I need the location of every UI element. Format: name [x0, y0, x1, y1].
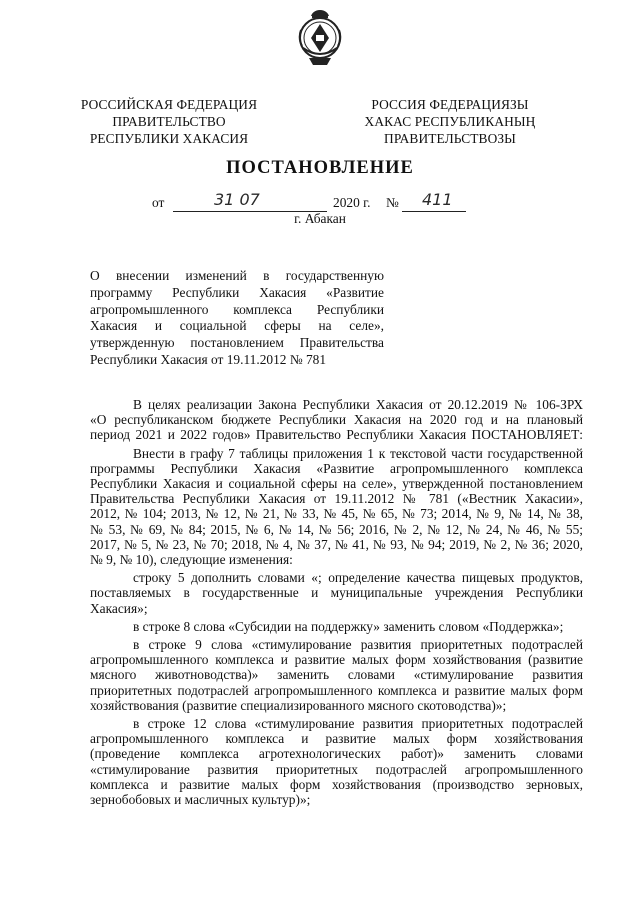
- subject-line: агропромышленного комплекса Республики: [90, 301, 384, 317]
- header-right: [350, 96, 550, 147]
- body-line: агропромышленного комплекса и развитие малых форм хозяйствования: [90, 731, 583, 747]
- body-line: Внести в графу 7 таблицы приложения 1 к текстовой части государственной: [133, 445, 583, 461]
- body-line: Республики Хакасия и социальной сферы на селе», утвержденной постановлением: [90, 476, 583, 492]
- header-right-line: ХАКАС РЕСПУБЛИКАНЫҢ: [364, 114, 536, 129]
- body-line: поставляемых в государственные и муниципальные учреждения Республики: [90, 585, 583, 601]
- header-left-line: РЕСПУБЛИКИ ХАКАСИЯ: [89, 131, 249, 146]
- year-label: 2020 г.: [333, 195, 371, 210]
- header-left: [70, 96, 268, 147]
- body-line: комплекса и развитие малых форм хозяйствования (производство зерновых,: [90, 776, 583, 792]
- city: г. Абакан: [294, 211, 346, 226]
- header-right-line: ПРАВИТЕЛЬСТВОЗЫ: [384, 131, 516, 146]
- paragraph-3: [90, 619, 583, 634]
- document-body: [90, 397, 583, 810]
- body-line: (проведение комплекса агротехнологических работ)» заменить словами: [90, 746, 583, 762]
- body-line: «О республиканском бюджете Республики Хакасия на 2020 год и на плановый: [90, 412, 583, 428]
- body-line: Правительства Республики Хакасия от 19.11.2012 № 781 («Вестник Хакасии»,: [90, 491, 583, 507]
- body-line: № 53, № 69, № 84; 2015, № 6, № 14, № 56; 2016, № 2, № 12, № 24, № 46, № 55;: [90, 521, 583, 537]
- number-label: №: [386, 195, 399, 210]
- subject-line: утвержденную постановлением Правительства: [90, 335, 384, 351]
- subject-line: О внесении изменений в государственную: [90, 268, 384, 283]
- date-handwritten: 31 07: [214, 190, 260, 209]
- paragraph-intro: [90, 397, 583, 443]
- body-line: в строке 12 слова «стимулирование развития приоритетных подотраслей: [133, 716, 583, 732]
- subject-line: программу Республики Хакасия «Развитие: [90, 284, 384, 300]
- body-line: Хакасия»;: [90, 600, 148, 616]
- body-line: период 2021 и 2022 годов» Правительство Республики Хакасия ПОСТАНОВЛЯЕТ:: [90, 427, 583, 443]
- paragraph-4: [90, 637, 583, 713]
- body-line: 2017, № 5, № 23, № 70; 2018, № 4, № 37, № 41, № 93, № 94; 2019, № 2, № 36; 2020,: [90, 536, 583, 552]
- body-line: «стимулирование развития приоритетных подотраслей агропромышленного: [90, 761, 583, 777]
- body-line: В целях реализации Закона Республики Хакасия от 20.12.2019 № 106-ЗРХ: [133, 397, 583, 412]
- subject-block: [90, 268, 384, 369]
- body-line: строку 5 дополнить словами «; определение качества пищевых продуктов,: [133, 570, 583, 586]
- body-line: агропромышленного комплекса и развитие малых форм хозяйствования (развитие: [90, 652, 583, 668]
- paragraph-1: [90, 446, 583, 568]
- body-line: мясного животноводства)» заменить словами «стимулирование развития: [90, 667, 583, 683]
- body-line: приоритетных подотраслей агропромышленного комплекса и развитие малых форм: [90, 682, 583, 698]
- paragraph-2: [90, 570, 583, 616]
- header-right-line: РОССИЯ ФЕДЕРАЦИЯЗЫ: [371, 97, 529, 112]
- from-label: от: [152, 195, 165, 210]
- body-line: № 9, № 10), следующие изменения:: [90, 552, 293, 568]
- number-handwritten: 411: [422, 190, 453, 209]
- subject-line: Хакасия и социальной сферы на селе»,: [90, 318, 384, 334]
- paragraph-5: [90, 716, 583, 807]
- header-left-line: ПРАВИТЕЛЬСТВО: [112, 114, 226, 129]
- body-line: программы Республики Хакасия «Развитие агропромышленного комплекса: [90, 460, 583, 476]
- body-line: хозяйствования (развитие специализированного мясного скотоводства)»;: [90, 697, 507, 713]
- header-left-line: РОССИЙСКАЯ ФЕДЕРАЦИЯ: [80, 97, 258, 112]
- body-line: в строке 8 слова «Субсидии на поддержку» заменить словом «Поддержка»;: [133, 618, 564, 634]
- subject-line: Республики Хакасия от 19.11.2012 № 781: [90, 351, 327, 367]
- coat-of-arms-emblem: [297, 8, 343, 68]
- document-title: ПОСТАНОВЛЕНИЕ: [226, 158, 414, 178]
- body-line: зернобобовых и масличных культур)»;: [90, 792, 311, 808]
- body-line: в строке 9 слова «стимулирование развития приоритетных подотраслей: [133, 637, 583, 653]
- body-line: 2012, № 104; 2013, № 12, № 21, № 33, № 45, № 65, № 73; 2014, № 9, № 14, № 38,: [90, 506, 583, 522]
